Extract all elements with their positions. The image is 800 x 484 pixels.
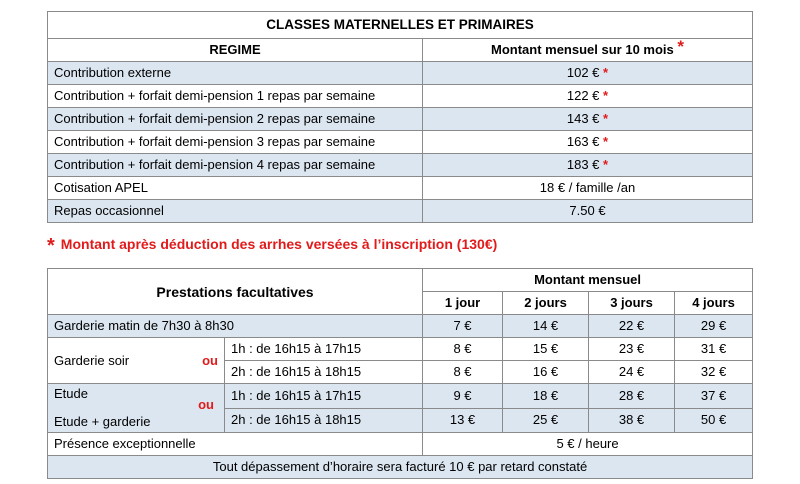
price-cell: 13 € xyxy=(423,408,503,433)
presence-value: 5 € / heure xyxy=(423,433,753,456)
montant-header-label: Montant mensuel sur 10 mois xyxy=(490,42,674,57)
table-title-row xyxy=(48,12,753,39)
garderie-soir-cell xyxy=(48,338,225,384)
price-cell: 7 € xyxy=(423,315,503,338)
prestations-table xyxy=(47,268,753,479)
asterisk-marker: * xyxy=(47,235,55,257)
regime-value xyxy=(423,62,753,85)
table-row xyxy=(48,62,753,85)
value-text: 102 € xyxy=(566,65,600,80)
regime-value xyxy=(423,108,753,131)
table-row xyxy=(48,433,753,456)
price-cell: 28 € xyxy=(589,384,675,409)
asterisk-marker: * xyxy=(603,111,609,126)
price-cell: 8 € xyxy=(423,361,503,384)
footer-note: Tout dépassement d’horaire sera facturé 10 € par retard constaté xyxy=(48,456,753,479)
asterisk-marker: * xyxy=(677,38,684,56)
value-text: 18 € / famille /an xyxy=(539,180,636,195)
asterisk-marker: * xyxy=(603,65,609,80)
price-cell: 23 € xyxy=(589,338,675,361)
value-text: 163 € xyxy=(566,134,600,149)
regime-label: Repas occasionnel xyxy=(48,200,423,223)
regime-label: Contribution + forfait demi-pension 1 repas par semaine xyxy=(48,85,423,108)
etude-garderie-label: Etude + garderie xyxy=(54,414,151,429)
price-cell: 8 € xyxy=(423,338,503,361)
garderie-soir-label: Garderie soir xyxy=(54,352,130,368)
regime-label: Contribution + forfait demi-pension 2 repas par semaine xyxy=(48,108,423,131)
table-row xyxy=(48,315,753,338)
ou-label: ou xyxy=(202,352,218,368)
table-header-row xyxy=(48,269,753,292)
value-text: 143 € xyxy=(566,111,600,126)
montant-header xyxy=(423,39,753,62)
duration-label: 2h : de 16h15 à 18h15 xyxy=(225,408,423,433)
footnote-text: Montant après déduction des arrhes versées à l’inscription (130€) xyxy=(60,236,498,252)
price-cell: 24 € xyxy=(589,361,675,384)
table-row xyxy=(48,177,753,200)
tarifs-table xyxy=(47,11,753,223)
table-title: CLASSES MATERNELLES ET PRIMAIRES xyxy=(48,12,753,39)
regime-label: Contribution + forfait demi-pension 4 repas par semaine xyxy=(48,154,423,177)
regime-value xyxy=(423,154,753,177)
value-text: 7.50 € xyxy=(569,203,606,218)
table-row xyxy=(48,85,753,108)
table-row xyxy=(48,108,753,131)
asterisk-marker: * xyxy=(603,134,609,149)
regime-value xyxy=(423,200,753,223)
table-row xyxy=(48,384,753,409)
value-text: 183 € xyxy=(566,157,600,172)
day-header: 1 jour xyxy=(423,292,503,315)
price-cell: 22 € xyxy=(589,315,675,338)
value-text: 122 € xyxy=(566,88,600,103)
garderie-matin-label: Garderie matin de 7h30 à 8h30 xyxy=(48,315,423,338)
table-row xyxy=(48,154,753,177)
price-cell: 16 € xyxy=(503,361,589,384)
price-cell: 32 € xyxy=(675,361,753,384)
price-cell: 37 € xyxy=(675,384,753,409)
prestations-header: Prestations facultatives xyxy=(48,269,423,315)
price-cell: 15 € xyxy=(503,338,589,361)
table-header-row xyxy=(48,39,753,62)
duration-label: 2h : de 16h15 à 18h15 xyxy=(225,361,423,384)
etude-label: Etude xyxy=(54,386,88,401)
regime-value xyxy=(423,85,753,108)
footnote xyxy=(47,235,497,258)
price-cell: 14 € xyxy=(503,315,589,338)
asterisk-marker: * xyxy=(603,88,609,103)
table-row xyxy=(48,456,753,479)
price-cell: 31 € xyxy=(675,338,753,361)
table-row xyxy=(48,200,753,223)
price-cell: 25 € xyxy=(503,408,589,433)
price-cell: 9 € xyxy=(423,384,503,409)
ou-label: ou xyxy=(198,397,214,412)
presence-label: Présence exceptionnelle xyxy=(48,433,423,456)
price-cell: 29 € xyxy=(675,315,753,338)
regime-value xyxy=(423,131,753,154)
duration-label: 1h : de 16h15 à 17h15 xyxy=(225,384,423,409)
price-cell: 18 € xyxy=(503,384,589,409)
regime-value xyxy=(423,177,753,200)
regime-label: Cotisation APEL xyxy=(48,177,423,200)
etude-cell xyxy=(48,384,225,433)
montant-mensuel-header: Montant mensuel xyxy=(423,269,753,292)
duration-label: 1h : de 16h15 à 17h15 xyxy=(225,338,423,361)
regime-header: REGIME xyxy=(48,39,423,62)
day-header: 2 jours xyxy=(503,292,589,315)
price-cell: 50 € xyxy=(675,408,753,433)
day-header: 3 jours xyxy=(589,292,675,315)
price-cell: 38 € xyxy=(589,408,675,433)
asterisk-marker: * xyxy=(603,157,609,172)
regime-label: Contribution externe xyxy=(48,62,423,85)
table-row xyxy=(48,338,753,361)
day-header: 4 jours xyxy=(675,292,753,315)
table-row xyxy=(48,131,753,154)
regime-label: Contribution + forfait demi-pension 3 repas par semaine xyxy=(48,131,423,154)
